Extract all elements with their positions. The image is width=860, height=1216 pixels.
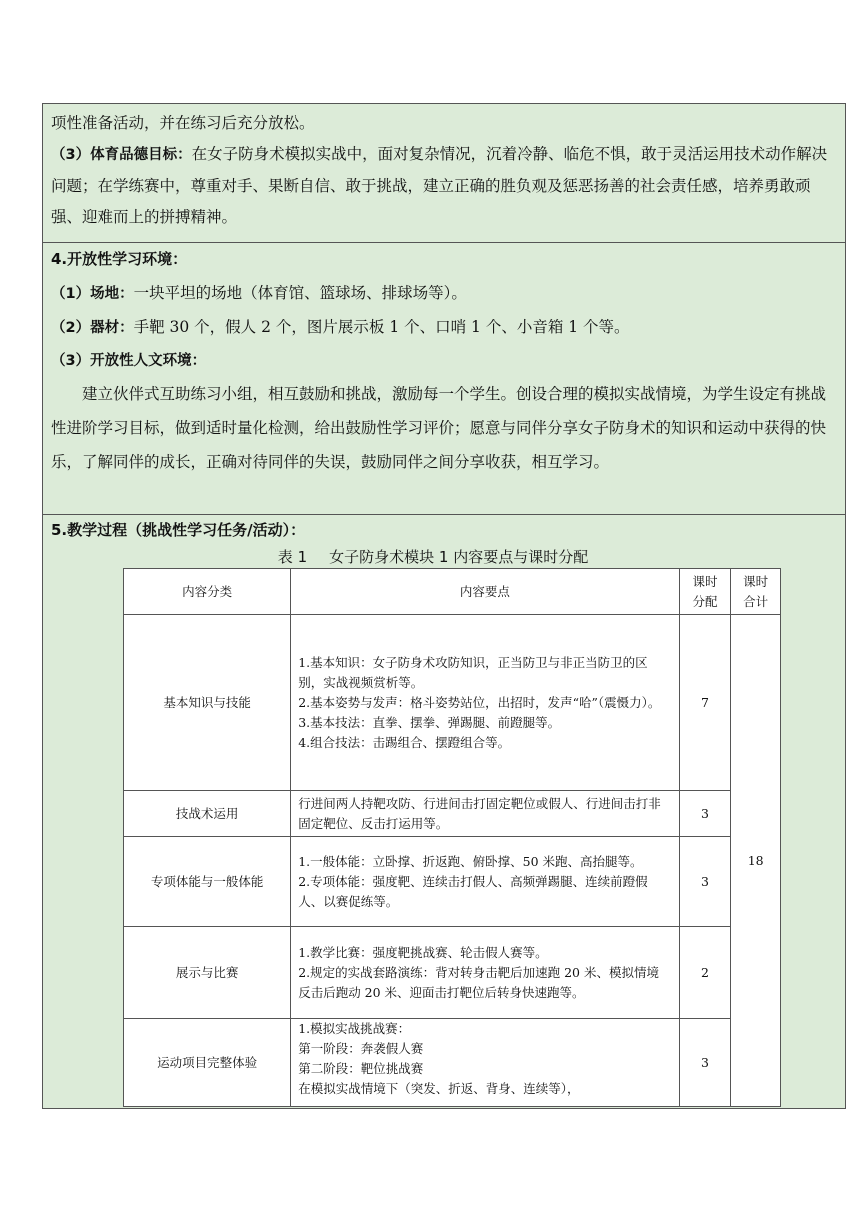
- row-category: 基本知识与技能: [124, 615, 291, 791]
- row-points: 1.教学比赛：强度靶挑战赛、轮击假人赛等。 2.规定的实战套路演练：背对转身击靶后加速跑 20 米、模拟情境反击后跑动 20 米、迎面击打靶位后转身快速跑等。: [291, 927, 679, 1019]
- header-hours: 课时 分配: [679, 569, 731, 615]
- table-row: [124, 837, 781, 927]
- row-hours: 7: [679, 615, 731, 791]
- section4-item1-label: （1）场地：: [51, 286, 134, 302]
- section4-item1-text: 一块平坦的场地（体育馆、篮球场、排球场等）。: [133, 284, 467, 302]
- row-points: 1.模拟实战挑战赛： 第一阶段：奔袭假人赛 第二阶段：靶位挑战赛 在模拟实战情境下（突发、折返、背身、连续等），: [291, 1019, 679, 1107]
- table-caption-text: 女子防身术模块 1 内容要点与课时分配: [329, 548, 589, 566]
- row-category: 专项体能与一般体能: [124, 837, 291, 927]
- section4-paragraph: 建立伙伴式互助练习小组，相互鼓励和挑战，激励每一个学生。创设合理的模拟实战情境，为学生设定有挑战性进阶学习目标，做到适时量化检测，给出鼓励性学习评价；愿意与同伴分享女子防身术的知识和运动中获得的快乐，了解同伴的成长，正确对待同伴的失误，鼓励同伴之间分享收获，相互学习。: [51, 385, 827, 471]
- row-points: 1.一般体能：立卧撑、折返跑、俯卧撑、50 米跑、高抬腿等。 2.专项体能：强度靶、连续击打假人、高频弹踢腿、连续前蹬假人、以赛促练等。: [291, 837, 679, 927]
- section3-item3-label: （3）体育品德目标：: [51, 147, 192, 163]
- row-points: 1.基本知识：女子防身术攻防知识，正当防卫与非正当防卫的区别，实战视频赏析等。 2.基本姿势与发声：格斗姿势站位，出招时，发声“哈”（震慑力）。 3.基本技法：直拳、摆拳、弹踢腿、前蹬腿等。 4.组合技法：击踢组合、摆蹬组合等。: [291, 615, 679, 791]
- row-hours: 3: [679, 1019, 731, 1107]
- row-points: 行进间两人持靶攻防、行进间击打固定靶位或假人、行进间击打非固定靶位、反击打运用等。: [291, 791, 679, 837]
- divider: [43, 514, 845, 515]
- table-caption: [43, 546, 845, 567]
- row-hours: 3: [679, 791, 731, 837]
- table-row: [124, 1019, 781, 1107]
- section3-item3: [51, 139, 835, 233]
- section4-title: 4.开放性学习环境：: [51, 250, 188, 268]
- table-caption-number: 表 1: [277, 548, 308, 566]
- row-hours: 2: [679, 927, 731, 1019]
- row-category: 运动项目完整体验: [124, 1019, 291, 1107]
- content-hours-table: [123, 568, 781, 1107]
- section4-item2: [51, 312, 835, 344]
- section3-line1: 项性准备活动，并在练习后充分放松。: [51, 114, 315, 132]
- header-category: 内容分类: [124, 569, 291, 615]
- section5-title: 5.教学过程（挑战性学习任务/活动）：: [51, 521, 306, 539]
- section4-item3-label: （3）开放性人文环境：: [51, 353, 207, 369]
- divider: [43, 242, 845, 243]
- header-points: 内容要点: [291, 569, 679, 615]
- total-hours: 18: [731, 615, 781, 1107]
- table-row: [124, 927, 781, 1019]
- table-row: [124, 615, 781, 791]
- section4-item2-text: 手靶 30 个，假人 2 个，图片展示板 1 个、口哨 1 个、小音箱 1 个等。: [133, 318, 630, 336]
- row-category: 展示与比赛: [124, 927, 291, 1019]
- section4-item2-label: （2）器材：: [51, 320, 134, 336]
- header-total: 课时 合计: [731, 569, 781, 615]
- section3-item3-text: 在女子防身术模拟实战中，面对复杂情况，沉着冷静、临危不惧，敢于灵活运用技术动作解决问题；在学练赛中，尊重对手、果断自信、敢于挑战，建立正确的胜负观及惩恶扬善的社会责任感，培养勇敢顽强、迎难而上的拼搏精神。: [51, 145, 828, 226]
- row-category: 技战术运用: [124, 791, 291, 837]
- table-header-row: [124, 569, 781, 615]
- row-hours: 3: [679, 837, 731, 927]
- lesson-plan-frame: [42, 103, 846, 1109]
- table-row: [124, 791, 781, 837]
- section4-item1: [51, 278, 835, 310]
